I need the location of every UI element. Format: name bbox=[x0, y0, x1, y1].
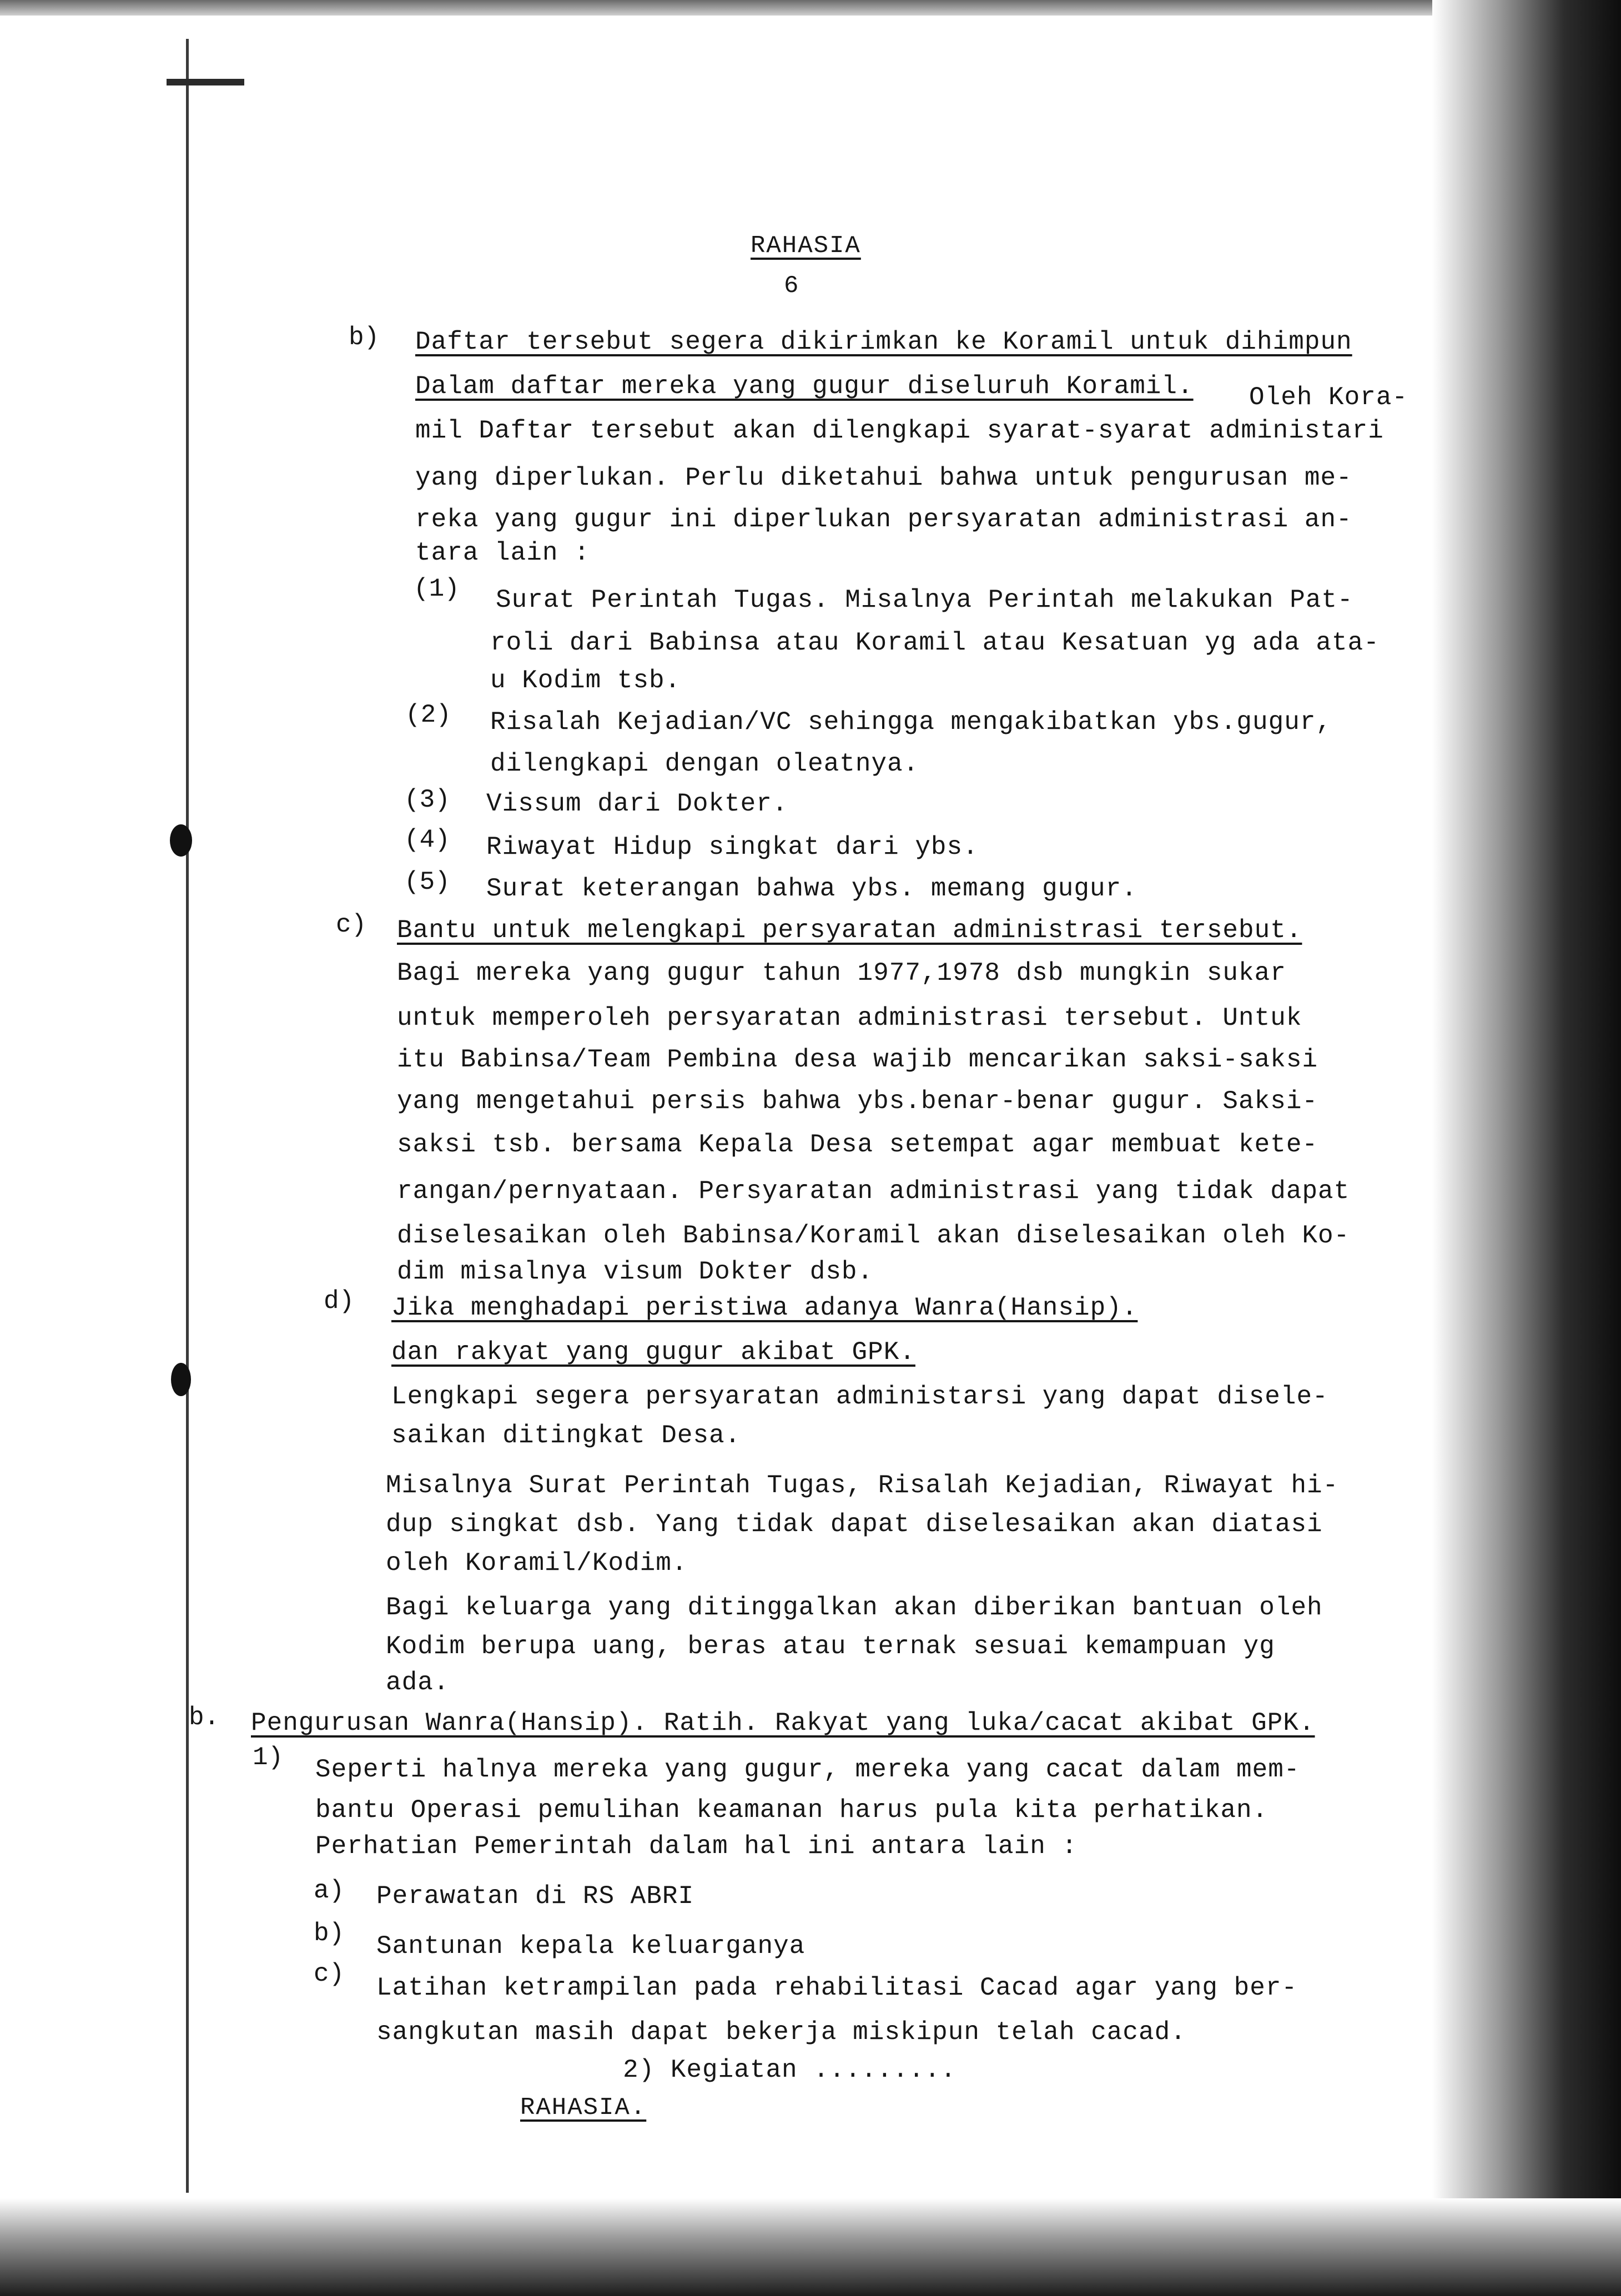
subitem-c-line-2: sangkutan masih dapat bekerja miskipun telah cacad. bbox=[376, 2018, 1186, 2047]
item-1-line-2: roli dari Babinsa atau Koramil atau Kesatuan yg ada ata- bbox=[490, 628, 1380, 657]
section-d-line-6: Bagi keluarga yang ditinggalkan akan diberikan bantuan oleh bbox=[386, 1593, 1323, 1622]
item-1-number: (1) bbox=[414, 575, 460, 603]
margin-rule bbox=[186, 39, 189, 2193]
item-2-line-2: dilengkapi dengan oleatnya. bbox=[490, 749, 919, 778]
item-2-line-1: Risalah Kejadian/VC sehingga mengakibatkan ybs.gugur, bbox=[490, 708, 1332, 737]
section-d-line-1: Lengkapi segera persyaratan administarsi yang dapat disele- bbox=[391, 1382, 1328, 1411]
scan-edge-bottom bbox=[0, 2198, 1621, 2296]
item-5-number: (5) bbox=[404, 868, 450, 897]
classification-header: RAHASIA bbox=[751, 232, 861, 260]
page-number: 6 bbox=[784, 272, 800, 300]
section-d-marker: d) bbox=[324, 1287, 355, 1316]
top-left-smudge bbox=[167, 79, 244, 85]
section-b-line-1: Daftar tersebut segera dikirimkan ke Koramil untuk dihimpun bbox=[415, 328, 1352, 356]
item-2-number: (2) bbox=[405, 701, 451, 729]
section-c-line-1: Bagi mereka yang gugur tahun 1977,1978 dsb mungkin sukar bbox=[397, 959, 1286, 988]
section-c-line-7: diselesaikan oleh Babinsa/Koramil akan diselesaikan oleh Ko- bbox=[397, 1221, 1350, 1250]
section-d-line-7: Kodim berupa uang, beras atau ternak sesuai kemampuan yg bbox=[386, 1632, 1275, 1661]
subitem-a-marker: a) bbox=[314, 1876, 345, 1905]
section-c-line-6: rangan/pernyataan. Persyaratan administrasi yang tidak dapat bbox=[397, 1177, 1350, 1206]
section-c-line-5: saksi tsb. bersama Kepala Desa setempat agar membuat kete- bbox=[397, 1130, 1318, 1159]
scan-edge-right bbox=[1432, 0, 1621, 2296]
section-c-heading: Bantu untuk melengkapi persyaratan administrasi tersebut. bbox=[397, 916, 1302, 945]
section-d-line-2: saikan ditingkat Desa. bbox=[391, 1421, 741, 1450]
item-3-line-1: Vissum dari Dokter. bbox=[486, 789, 788, 818]
section-c-line-3: itu Babinsa/Team Pembina desa wajib mencarikan saksi-saksi bbox=[397, 1045, 1318, 1074]
main-section-b-line-3: Perhatian Pemerintah dalam hal ini antara lain : bbox=[315, 1832, 1078, 1861]
punch-hole-1 bbox=[170, 824, 192, 857]
section-d-heading-line-2: dan rakyat yang gugur akibat GPK. bbox=[391, 1338, 915, 1367]
subitem-b-marker: b) bbox=[314, 1919, 345, 1948]
item-1-line-3: u Kodim tsb. bbox=[490, 666, 681, 695]
main-section-b-line-1: Seperti halnya mereka yang gugur, mereka yang cacat dalam mem- bbox=[315, 1755, 1300, 1784]
item-1-line-1: Surat Perintah Tugas. Misalnya Perintah melakukan Pat- bbox=[496, 586, 1353, 615]
section-d-line-8: ada. bbox=[386, 1668, 450, 1697]
main-section-b-item-number: 1) bbox=[253, 1743, 284, 1772]
item-4-line-1: Riwayat Hidup singkat dari ybs. bbox=[486, 833, 979, 862]
section-b-line-5: reka yang gugur ini diperlukan persyaratan administrasi an- bbox=[415, 505, 1352, 534]
section-b-line-2: Dalam daftar mereka yang gugur diseluruh Koramil. bbox=[415, 372, 1194, 401]
section-b-line-3: mil Daftar tersebut akan dilengkapi syarat-syarat administari bbox=[415, 416, 1384, 445]
punch-hole-2 bbox=[171, 1363, 191, 1396]
main-section-b-line-2: bantu Operasi pemulihan keamanan harus pula kita perhatikan. bbox=[315, 1796, 1268, 1825]
scan-edge-top bbox=[0, 0, 1621, 16]
subitem-b-line-1: Santunan kepala keluarganya bbox=[376, 1932, 806, 1961]
subitem-c-line-1: Latihan ketrampilan pada rehabilitasi Cacad agar yang ber- bbox=[376, 1973, 1298, 2002]
section-d-line-4: dup singkat dsb. Yang tidak dapat diselesaikan akan diatasi bbox=[386, 1510, 1323, 1539]
section-c-marker: c) bbox=[336, 910, 367, 939]
main-section-b-marker: b. bbox=[189, 1703, 220, 1732]
main-section-b-heading: Pengurusan Wanra(Hansip). Ratih. Rakyat yang luka/cacat akibat GPK. bbox=[251, 1709, 1315, 1738]
subitem-a-line-1: Perawatan di RS ABRI bbox=[376, 1882, 694, 1911]
section-d-line-5: oleh Koramil/Kodim. bbox=[386, 1549, 688, 1578]
subitem-c-marker: c) bbox=[314, 1960, 345, 1988]
section-b-line-6: tara lain : bbox=[415, 538, 590, 567]
section-c-line-4: yang mengetahui persis bahwa ybs.benar-benar gugur. Saksi- bbox=[397, 1087, 1318, 1116]
item-5-line-1: Surat keterangan bahwa ybs. memang gugur. bbox=[486, 874, 1137, 903]
item-3-number: (3) bbox=[404, 786, 450, 814]
classification-footer: RAHASIA. bbox=[520, 2094, 647, 2122]
section-b-line-4: yang diperlukan. Perlu diketahui bahwa untuk pengurusan me- bbox=[415, 464, 1352, 492]
section-d-line-3: Misalnya Surat Perintah Tugas, Risalah Kejadian, Riwayat hi- bbox=[386, 1471, 1339, 1500]
next-page-catchword: 2) Kegiatan ......... bbox=[623, 2056, 957, 2084]
section-d-heading-line-1: Jika menghadapi peristiwa adanya Wanra(Hansip). bbox=[391, 1293, 1138, 1322]
item-4-number: (4) bbox=[404, 825, 450, 854]
section-b-line-2-tail: Oleh Kora- bbox=[1249, 383, 1408, 412]
section-b-marker: b) bbox=[349, 323, 380, 352]
section-c-line-2: untuk memperoleh persyaratan administrasi tersebut. Untuk bbox=[397, 1004, 1302, 1033]
section-c-line-8: dim misalnya visum Dokter dsb. bbox=[397, 1257, 874, 1286]
